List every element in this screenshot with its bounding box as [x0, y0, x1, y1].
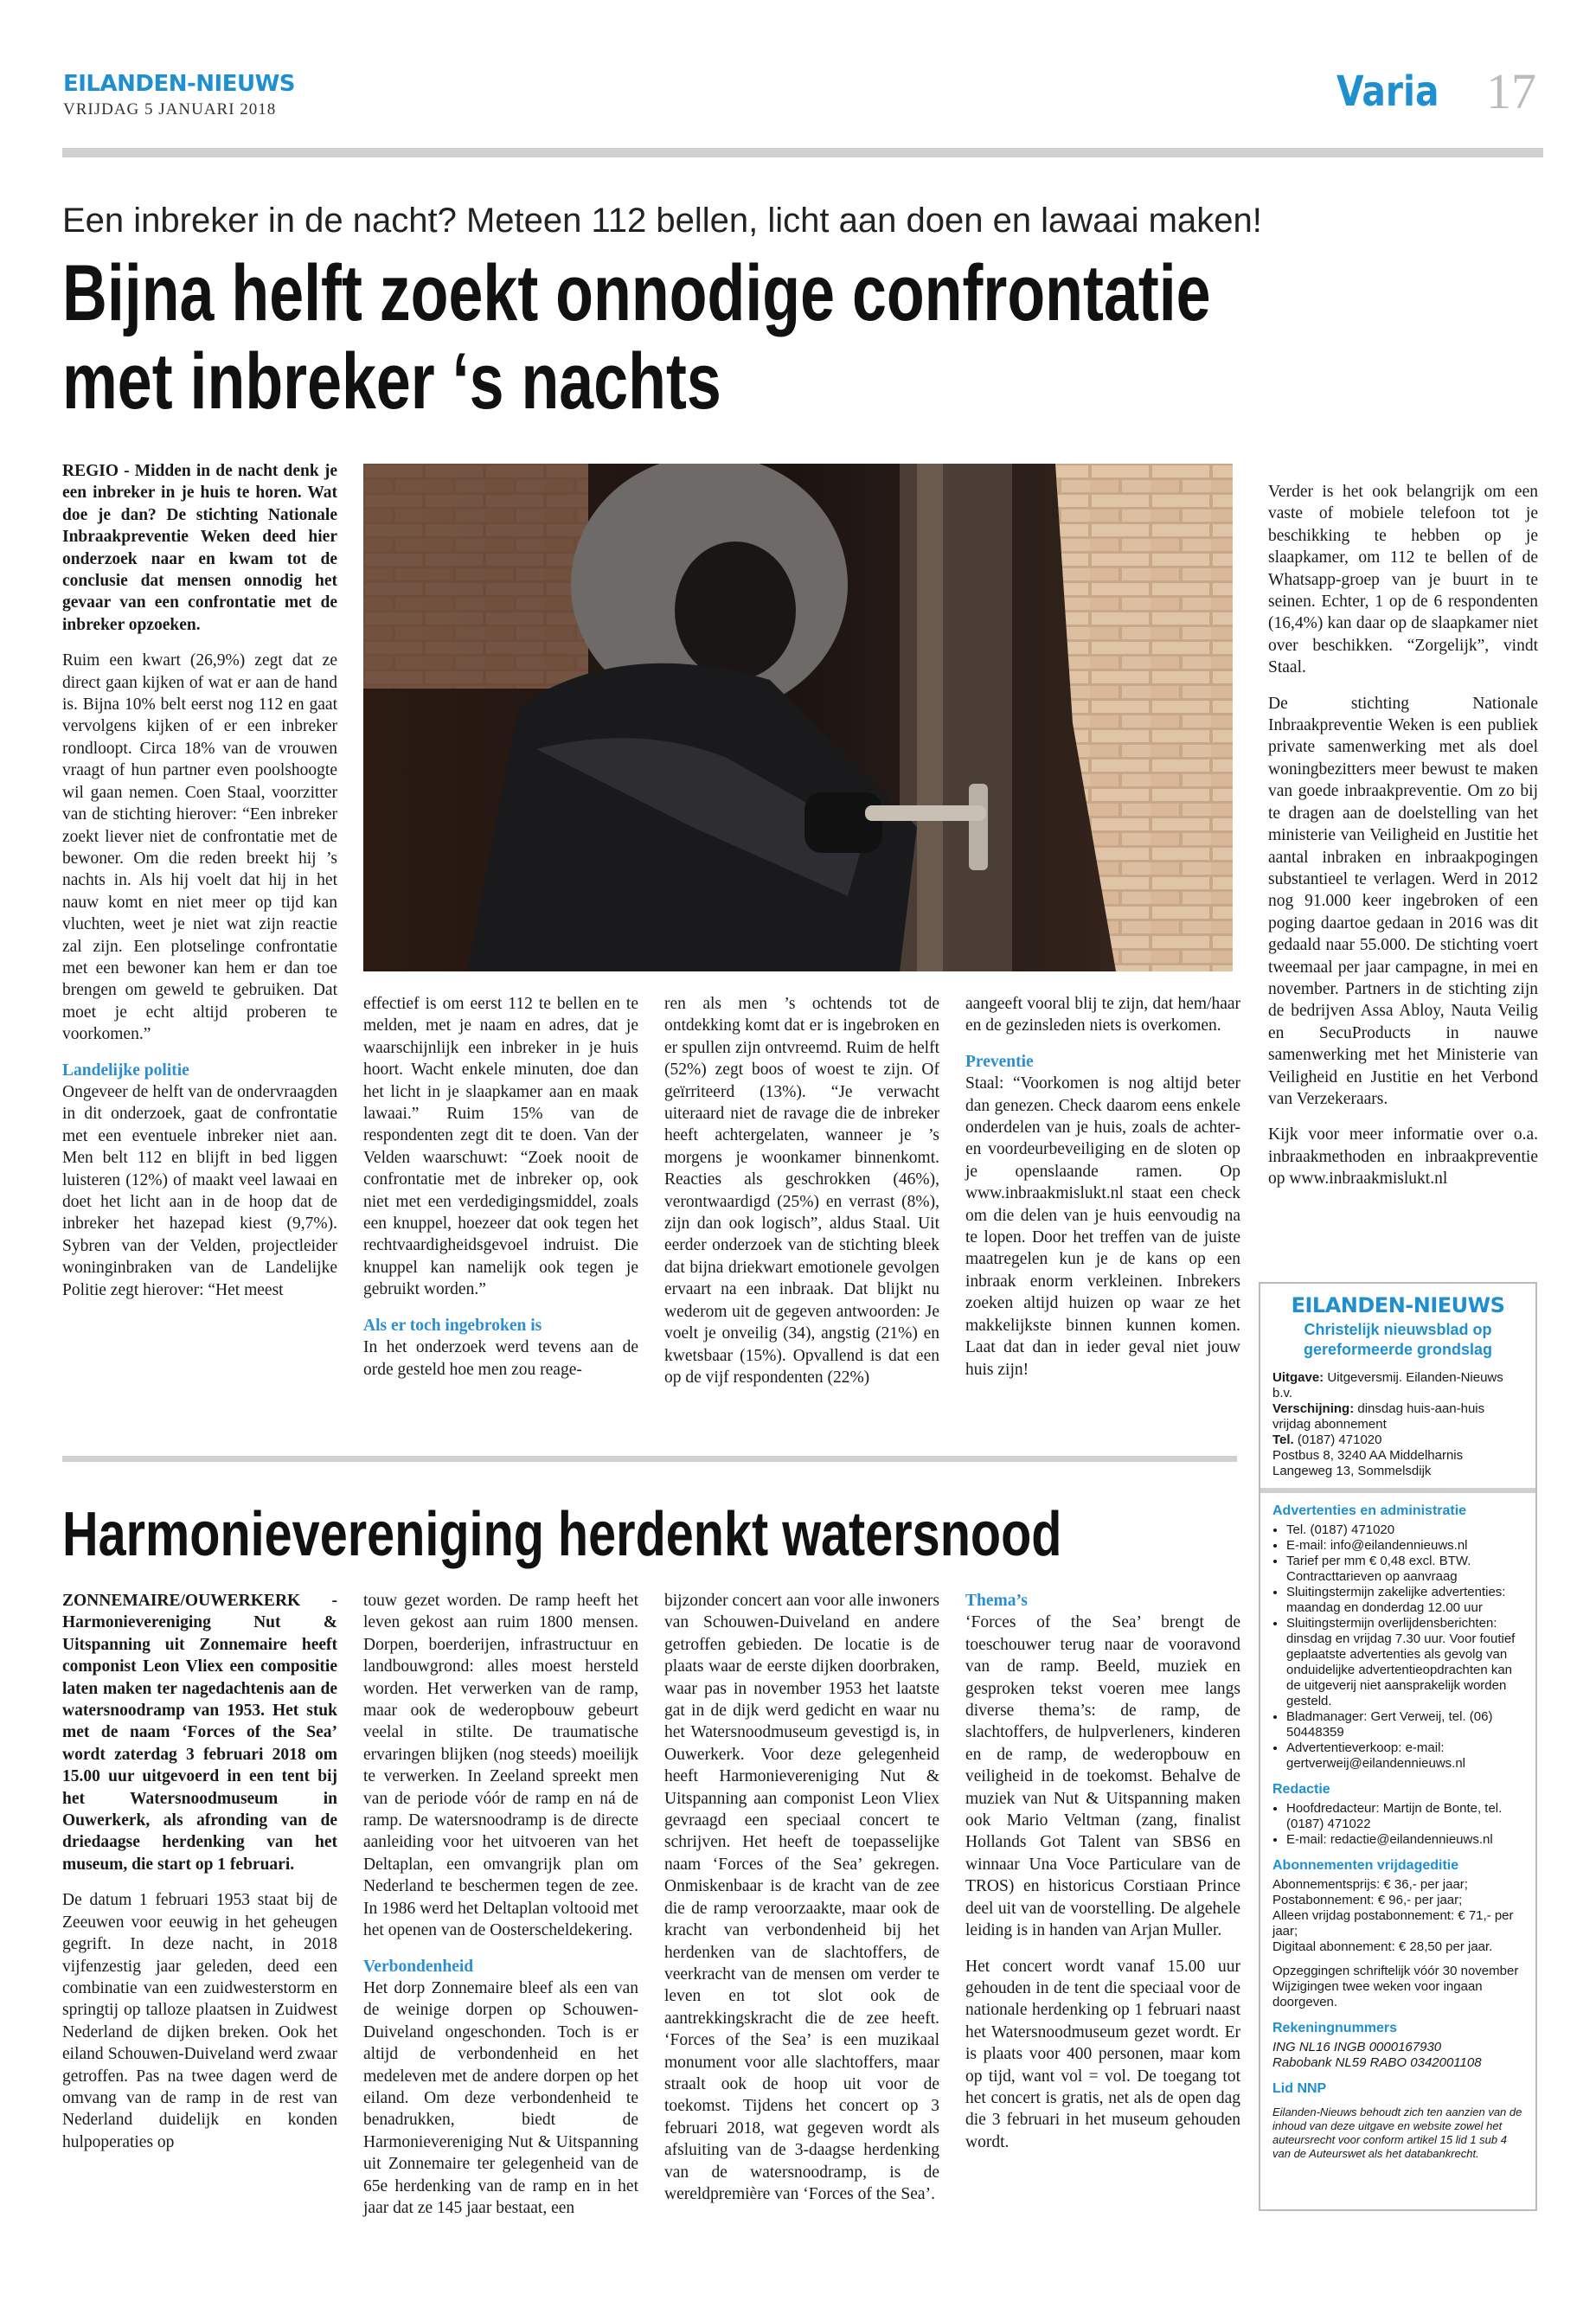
article2-col2	[363, 1590, 638, 2233]
paragraph: Kijk voor meer informatie over o.a. inbraakmethoden en inbraakpreventie op www.inbraakmislukt.nl	[1268, 1125, 1538, 1189]
article2-col3	[664, 1590, 939, 2219]
article1-kicker: Een inbreker in de nacht? Meteen 112 bellen, licht aan doen en lawaai maken!	[62, 202, 1262, 240]
section-title: Varia	[1336, 67, 1439, 116]
paragraph: aangeeft vooral blij te zijn, dat hem/haar en de gezinsleden niets is overkomen.	[965, 995, 1240, 1035]
abo-title: Abonnementen vrijdageditie	[1272, 1858, 1459, 1873]
masthead-logo: EILANDEN-NIEUWS	[63, 71, 295, 97]
paragraph: In het onderzoek werd tevens aan de orde gesteld hoe men zou reage-	[363, 1338, 638, 1379]
paragraph: De datum 1 februari 1953 staat bij de Zeeuwen voor eeuwig in het geheugen gegrift. In deze nacht, in 2018 vijfenzestig jaar geleden, deed een combinatie van een zuidwesterstorm en springtij op talloze plaatsen in Zuidwest Nederland de dijken breken. Ook het eiland Schouwen-Duiveland werd zwaar getroffen. Pas na twee dagen werd de omvang van de ramp in de rest van Nederland duidelijk en konden hulpoperaties op	[62, 1891, 337, 2151]
list-item: • Hoofdredacteur: Martijn de Bonte, tel. (0187) 471022	[1286, 1801, 1523, 1832]
article2-col4	[965, 1590, 1240, 2167]
colophon-rule	[1260, 1488, 1535, 1493]
paragraph: Ongeveer de helft van de ondervraagden in dit onderzoek, gaat de confrontatie met een eventuele inbreker niet aan. Men belt 112 en blijft in bed liggen luisteren (12%) of maakt veel lawaai en doet het licht aan in de hoop dat de inbreker het hazepad kiest (9,7%). Sybren van der Velden, projectleider woninginbraken van de Landelijke Politie zegt hierover: “Het meest	[62, 1082, 337, 1299]
red-list	[1272, 1801, 1523, 1848]
paragraph: bijzonder concert aan voor alle inwoners van Schouwen-Duiveland en andere getroffen gebieden. De locatie is de plaats waar de eerste dijken doorbraken, waar pas in november 1953 het laatste gat in de dijk werd gedicht en waar nu het Watersnoodmuseum gevestigd is, in Ouwerkerk. Voor deze gelegenheid heeft Harmonievereniging Nut & Uitspanning aan componist Leon Vliex gevraagd een speciaal concert te schrijven. Het heeft de toepasselijke naam ‘Forces of the Sea’ gekregen. Onmiskenbaar is de kracht van de zee die de ramp veroorzaakte, maar ook de kracht van verbondenheid bij het herdenken van de slachtoffers, de veerkracht van de mensen om verder te leven en tot slot ook de aantrekkingskracht die de zee heeft. ‘Forces of the Sea’ is een muzikaal monument voor alle slachtoffers, maar straalt ook de hoop uit voor de toekomst. Tijdens het concert op 3 februari 2018, wat gegeven wordt als afsluiting van de 3-daagse herdenking van de watersnoodramp, is de wereldpremière van ‘Forces of the Sea’.	[664, 1592, 939, 2203]
article1-col3	[664, 993, 939, 1402]
paragraph: Verder is het ook belangrijk om een vaste of mobiele telefoon tot je beschikking te hebben op je slaapkamer, om 112 te bellen of de Whatsapp-groep van je buurt in te seinen. Echter, 1 op de 6 respondenten (16,4%) kan daar op de slaapkamer niet over beschikken. “Zorgelijk”, vindt Staal.	[1268, 483, 1538, 677]
paragraph: ‘Forces of the Sea’ brengt de toeschouwer terug naar de vooravond van de ramp. Beeld, muziek en gesproken tekst voeren mee langs diverse thema’s: de ramp, de slachtoffers, de hulpverleners, kinderen en de ramp, de wederopbouw en veiligheid in de toekomst. Behalve de muziek van Nut & Uitspanning maken ook Mario Veltman (zang, finalist Hollands Got Talent van SBS6 en winnaar Una Voce Particulare van de TROS) en historicus Corstiaan Prince deel uit van de voorstelling. De algehele leiding is in handen van Arjan Muller.	[965, 1613, 1240, 1940]
subheading: Verbondenheid	[363, 1957, 474, 1976]
header-rule	[62, 148, 1543, 157]
colophon-address2: Langeweg 13, Sommelsdijk	[1272, 1464, 1432, 1478]
paragraph: Staal: “Voorkomen is nog altijd beter dan genezen. Check daarom eens enkele onderdelen van je huis, zoals de achter- en voordeurbeveiliging en de sloten op je openslaande ramen. Op www.inbraakmislukt.nl staat een check om die delen van je huis eenvoudig na te lopen. Door het treffen van de juiste maatregelen kun je de kans op een inbraak enorm verkleinen. Inbrekers zoeken altijd huizen op waar ze het makkelijkste binnen kunnen komen. Laat dat dan in ieder geval niet jouw huis zijn!	[965, 1074, 1240, 1379]
rek-line: Rabobank NL59 RABO 0342001108	[1272, 2055, 1482, 2070]
list-item: • E-mail: info@eilandennieuws.nl	[1286, 1538, 1523, 1554]
article1-col4	[965, 993, 1240, 1394]
label: Verschijning:	[1272, 1401, 1355, 1416]
abo-line: Postabonnement: € 96,- per jaar;	[1272, 1893, 1463, 1907]
page-number: 17	[1486, 63, 1536, 119]
paragraph: ren als men ’s ochtends tot de ontdekking komt dat er is ingebroken en er spullen zijn ontvreemd. Ruim de helft (52%) zegt boos of woest te zijn. Of geïrriteerd (13%). “Je verwacht uiteraard niet de ravage die de inbreker heeft achtergelaten, wanneer je ’s morgens je woonkamer binnenkomt. Reacties als geschrokken (46%), verontwaardigd (25%) en verrast (8%), zijn dan ook logisch”, aldus Staal. Uit eerder onderzoek van de stichting bleek dat bijna driekwart emotionele gevolgen ervaart na een inbraak. Dat blijkt nu wederom uit de gegeven antwoorden: Je voelt je onveilig (34), angstig (21%) en kwetsbaar (15%). Opvallend is dat een op de vijf respondenten (22%)	[664, 995, 939, 1387]
red-title: Redactie	[1272, 1782, 1330, 1797]
list-item: • Tel. (0187) 471020	[1286, 1522, 1523, 1538]
photo-illustration	[363, 464, 1233, 971]
paragraph: Ruim een kwart (26,9%) zegt dat ze direct gaan kijken of wat er aan de hand is. Bijna 10% belt eerst nog 112 en gaat vervolgens kijken of er een inbreker rondloopt. Circa 18% van de vrouwen vraagt of hun partner even poolshoogte wil gaan nemen. Coen Staal, voorzitter van de stichting hierover: “Een inbreker zoekt liever niet de confrontatie met de bewoner. Om die reden breekt hij ’s nachts in. Als hij voelt dat hij in het nauw komt en niet meer op tijd kan vluchten, weet je niet wat zijn reactie zal zijn. Een plotselinge confrontatie met een bewoner kan hem er dan toe brengen om geweld te gebruiken. Dat moet je echt altijd proberen te voorkomen.”	[62, 651, 337, 1044]
list-item: • Tarief per mm € 0,48 excl. BTW. Contracttarieven op aanvraag	[1286, 1554, 1523, 1585]
article2-lead: ZONNEMAIRE/OUWERKERK - Harmonievereniging Nut & Uitspanning uit Zonnemaire heeft componist Leon Vliex een compositie laten maken ter nagedachtenis aan de watersnoodramp van 1953. Het stuk met de naam ‘Forces of the Sea’ wordt zaterdag 3 februari 2018 om 15.00 uur uitgevoerd in een tent bij het Watersnoodmuseum in Ouwerkerk, als afronding van de driedaagse herdenking van het museum, die start op 1 februari.	[62, 1592, 337, 1874]
list-item: • Bladmanager: Gert Verweij, tel. (06) 50448359	[1286, 1709, 1523, 1740]
burglar-photo	[363, 464, 1233, 971]
article2-headline: Harmonievereniging herdenkt watersnood	[62, 1500, 1062, 1569]
list-item: • Sluitingstermijn zakelijke advertenties: maandag en donderdag 12.00 uur	[1286, 1585, 1523, 1616]
article2-col1	[62, 1590, 337, 2167]
abo-line: Digitaal abonnement: € 28,50 per jaar.	[1272, 1939, 1493, 1954]
label: Tel.	[1272, 1433, 1294, 1447]
value: dinsdag huis-aan-huis vrijdag abonnement	[1272, 1401, 1485, 1432]
value: Uitgeversmij. Eilanden-Nieuws b.v.	[1272, 1370, 1503, 1400]
paragraph: effectief is om eerst 112 te bellen en te melden, met je naam en adres, dat je waarschijnlijk een inbreker in je huis hoort. Wacht enkele minuten, doe dan het licht in je slaapkamer aan en maak lawaai.” Ruim 15% van de respondenten zegt dit te doen. Van der Velden waarschuwt: “Zoek nooit de confrontatie met de inbreker op, ook niet met een verdedigingsmiddel, zoals een knuppel, hoezeer dat ook tegen het rechtvaardigheidsgevoel indruist. Die knuppel kan namelijk ook tegen je gebruikt worden.”	[363, 995, 638, 1299]
subheading: Preventie	[965, 1052, 1034, 1071]
colophon-tel	[1272, 1433, 1523, 1448]
paragraph: De stichting Nationale Inbraakpreventie Weken is een publiek private samenwerking met als doel woningbezitters meer bewust te maken van goede inbraakpreventie. Om zo bij te dragen aan de doelstelling van het ministerie van Veiligheid en Justitie het aantal inbraken en inbraakpogingen substantieel te verlagen. Werd in 2012 nog 91.000 keer ingebroken of een poging daartoe gedaan in 2016 was dit gedaald naar 55.000. De stichting voert tweemaal per jaar campagne, in mei en november. Partners in de stichting zijn de bedrijven Assa Abloy, Nauta Veilig en SecuProducts in nauwe samenwerking met het Ministerie van Veiligheid en Justitie en het Verbond van Verzekeraars.	[1268, 694, 1538, 1108]
article1-headline	[62, 249, 1412, 426]
date-line: VRIJDAG 5 JANUARI 2018	[63, 100, 277, 119]
rek-title: Rekeningnummers	[1272, 2021, 1398, 2035]
disclaimer: Eilanden-Nieuws behoudt zich ten aanzien van de inhoud van deze uitgave en website zowel het auteursrecht voor conform artikel 15 lid 1 sub 4 van de Auteurswet als het databankrecht.	[1272, 2106, 1522, 2160]
headline-line-2: met inbreker ‘s nachts	[62, 337, 721, 426]
subheading: Landelijke politie	[62, 1061, 189, 1080]
colophon-logo: EILANDEN-NIEUWS	[1291, 1293, 1505, 1317]
article-divider	[62, 1456, 1237, 1462]
article1-lead: REGIO - Midden in de nacht denk je een inbreker in je huis te horen. Wat doe je dan? De stichting Nationale Inbraakpreventie Weken deed hier onderzoek naar en kwam tot de conclusie dat mensen onnodig het gevaar van een confrontatie met de inbreker opzoeken.	[62, 462, 337, 634]
abo-line: Alleen vrijdag postabonnement: € 71,- per jaar;	[1272, 1908, 1514, 1939]
adv-title: Advertenties en administratie	[1272, 1503, 1467, 1518]
abo-line: Abonnementsprijs: € 36,- per jaar;	[1272, 1877, 1468, 1892]
subheading: Thema’s	[965, 1592, 1028, 1610]
lid-label: Lid NNP	[1272, 2081, 1327, 2096]
subheading: Als er toch ingebroken is	[363, 1316, 542, 1335]
colophon-uitgave	[1272, 1370, 1523, 1401]
article1-col5	[1268, 481, 1538, 1204]
value: (0187) 471020	[1297, 1433, 1382, 1447]
article1-col1	[62, 460, 337, 1315]
label: Uitgave:	[1272, 1370, 1324, 1385]
adv-list	[1272, 1522, 1523, 1772]
list-item: • E-mail: redactie@eilandennieuws.nl	[1286, 1832, 1523, 1848]
colophon-address1: Postbus 8, 3240 AA Middelharnis	[1272, 1448, 1464, 1463]
paragraph: touw gezet worden. De ramp heeft het leven gekost aan ruim 1800 mensen. Dorpen, boerderijen, infrastructuur en landbouwgrond: alles moest hersteld worden. Het verwerken van de ramp, maar ook de wederopbouw gebeurt veelal in stilte. De traumatische ervaringen blijken (nog steeds) moeilijk te verwerken. In Zeeland spreekt men van de periode vóór de ramp en ná de ramp. De watersnoodramp is de directe aanleiding voor het uitvoeren van het Deltaplan, een omvangrijk plan om Nederland te beschermen tegen de zee. In 1986 werd het Deltaplan voltooid met het openen van de Oosterscheldekering.	[363, 1592, 638, 1940]
list-item: • Advertentieverkoop: e-mail: gertverweij@eilandennieuws.nl	[1286, 1740, 1523, 1772]
colophon-tagline: Christelijk nieuwsblad op gereformeerde grondslag	[1303, 1321, 1493, 1358]
article1-col2	[363, 993, 638, 1394]
paragraph: Het concert wordt vanaf 15.00 uur gehouden in de tent die speciaal voor de nationale herdenking op 1 februari naast het Watersnoodmuseum gezet wordt. Er is plaats voor 400 personen, maar kom op tijd, want vol = vol. De toegang tot het concert is gratis, net als de open dag die 3 februari in het museum gehouden wordt.	[965, 1957, 1240, 2151]
headline-line-1: Bijna helft zoekt onnodige confrontatie	[62, 249, 1211, 337]
colophon-box	[1259, 1282, 1537, 2211]
paragraph: Het dorp Zonnemaire bleef als een van de weinige dorpen op Schouwen-Duiveland ongeschonden. Toch is er altijd de verbondenheid en het medeleven met de andere dorpen op het eiland. Om deze verbondenheid te benadrukken, biedt de Harmonievereniging Nut & Uitspanning uit Zonnemaire ter gelegenheid van de 65e herdenking van de ramp en in het jaar dat ze 145 jaar bestaat, een	[363, 1978, 638, 2217]
rek-line: ING NL16 INGB 0000167930	[1272, 2040, 1442, 2054]
list-item: • Sluitingstermijn overlijdensberichten: dinsdag en vrijdag 7.30 uur. Voor foutief geplaatste advertenties als gevolg van onduidelijke advertentieopdrachten kan de uitgeverij niet aansprakelijk worden gesteld.	[1286, 1616, 1523, 1709]
colophon-verschijning	[1272, 1401, 1523, 1433]
opzeg-text: Opzeggingen schriftelijk vóór 30 november Wijzigingen twee weken voor ingaan doorgeven.	[1272, 1964, 1519, 2009]
